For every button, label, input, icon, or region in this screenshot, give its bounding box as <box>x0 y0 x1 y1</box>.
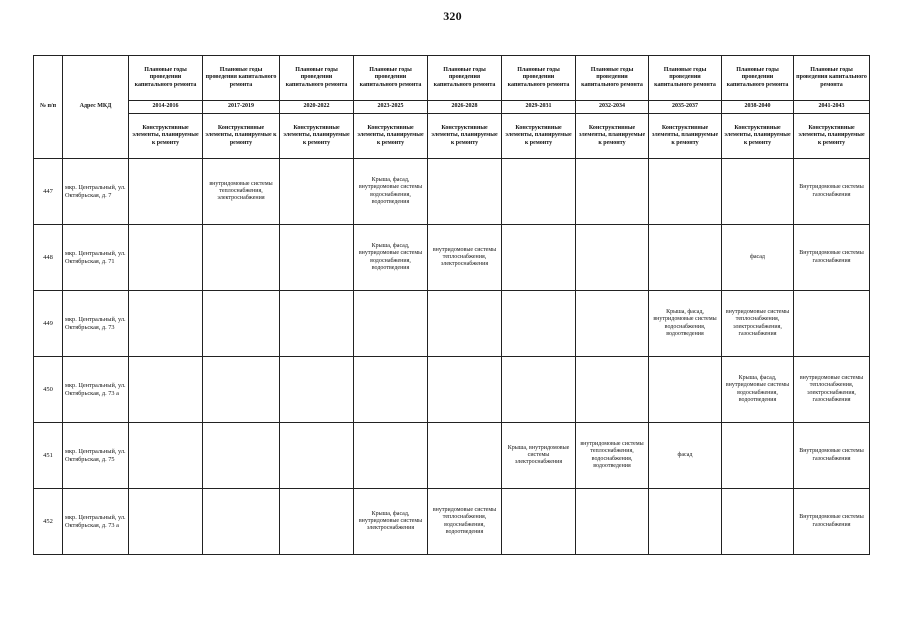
repair-elements-cell <box>576 291 649 357</box>
repair-elements-cell: Крыша, фасад, внутридомовые системы водоснабжения, водоотведения <box>649 291 722 357</box>
repair-elements-cell <box>649 225 722 291</box>
table-row <box>34 423 870 489</box>
plan-header: Плановые годы проведении капитального ремонта <box>649 56 722 101</box>
repair-elements-cell <box>794 291 870 357</box>
repair-elements-cell <box>280 225 354 291</box>
row-address: мкр. Центральный, ул. Октябрьская, д. 73 а <box>63 357 129 423</box>
plan-header: Плановые годы проведения капитального ремонта <box>794 56 870 101</box>
repair-elements-cell <box>502 357 576 423</box>
repair-elements-cell <box>649 159 722 225</box>
elements-header: Конструктивные элементы, планируемые к ремонту <box>576 114 649 159</box>
period-header: 2020-2022 <box>280 101 354 114</box>
repair-elements-cell <box>129 357 203 423</box>
table-row <box>34 489 870 555</box>
repair-elements-cell <box>576 159 649 225</box>
repair-elements-cell <box>354 423 428 489</box>
repair-elements-cell <box>502 489 576 555</box>
num-header: № п/п <box>34 56 63 159</box>
period-header: 2026-2028 <box>428 101 502 114</box>
repair-elements-cell <box>280 489 354 555</box>
repair-elements-cell: Крыша, фасад, внутридомовые системы электроснабжения <box>354 489 428 555</box>
repair-elements-cell <box>280 357 354 423</box>
repair-elements-cell <box>576 489 649 555</box>
table-row <box>34 291 870 357</box>
repair-elements-cell: внутридомовые системы теплоснабжения, электроснабжения <box>428 225 502 291</box>
row-address: мкр. Центральный, ул. Октябрьская, д. 7 <box>63 159 129 225</box>
plan-header: Плановые годы проведении капитального ремонта <box>354 56 428 101</box>
repair-elements-cell <box>354 357 428 423</box>
repair-elements-cell <box>129 291 203 357</box>
repair-elements-cell: Крыша, фасад, внутридомовые системы водоснабжения, водоотведения <box>354 225 428 291</box>
address-header: Адрес МКД <box>63 56 129 159</box>
elements-header: Конструктивные элементы, планируемые к ремонту <box>280 114 354 159</box>
row-number: 452 <box>34 489 63 555</box>
plan-header: Плановые годы проведении капитального ремонта <box>722 56 794 101</box>
row-address: мкр. Центральный, ул. Октябрьская, д. 73 <box>63 291 129 357</box>
plan-header: Плановые годы проведении капитального ремонта <box>280 56 354 101</box>
repair-elements-cell <box>129 489 203 555</box>
elements-header: Конструктивные элементы, планируемые к ремонту <box>129 114 203 159</box>
elements-header: Конструктивные элементы, планируемые к ремонту <box>722 114 794 159</box>
repair-elements-cell <box>649 489 722 555</box>
plan-header: Плановые годы проведения капитального ремонта <box>428 56 502 101</box>
row-address: мкр. Центральный, ул. Октябрьская, д. 75 <box>63 423 129 489</box>
repair-elements-cell: Внутридомовые системы газоснабжения <box>794 159 870 225</box>
repair-elements-cell <box>129 159 203 225</box>
row-number: 448 <box>34 225 63 291</box>
repair-elements-cell <box>428 423 502 489</box>
elements-header: Конструктивные элементы, планируемые к ремонту <box>794 114 870 159</box>
repair-elements-cell <box>280 291 354 357</box>
repair-elements-cell <box>129 225 203 291</box>
elements-header: Конструктивные элементы, планируемые к ремонту <box>428 114 502 159</box>
table-body <box>34 159 870 555</box>
period-header: 2017-2019 <box>203 101 280 114</box>
table-row <box>34 225 870 291</box>
repair-elements-cell: внутридомовые системы теплоснабжения, водоснабжения, водоотведения <box>428 489 502 555</box>
repair-elements-cell: внутридомовые системы теплоснабжения, электроснабжения, газоснабжения <box>722 291 794 357</box>
period-header: 2029-2031 <box>502 101 576 114</box>
repair-elements-cell <box>203 357 280 423</box>
repair-elements-cell <box>203 225 280 291</box>
row-number: 451 <box>34 423 63 489</box>
table-row <box>34 159 870 225</box>
repair-elements-cell <box>576 357 649 423</box>
repair-elements-cell <box>280 423 354 489</box>
period-header: 2032-2034 <box>576 101 649 114</box>
repair-elements-cell <box>280 159 354 225</box>
repair-elements-cell <box>576 225 649 291</box>
repair-elements-cell <box>203 489 280 555</box>
elements-header: Конструктивные элементы, планируемые к ремонту <box>354 114 428 159</box>
repair-elements-cell: внутридомовые системы теплоснабжения, водоснабжения, водоотведения <box>576 423 649 489</box>
row-number: 450 <box>34 357 63 423</box>
repair-elements-cell <box>354 291 428 357</box>
repair-elements-cell <box>722 489 794 555</box>
period-header: 2023-2025 <box>354 101 428 114</box>
repair-elements-cell: фасад <box>649 423 722 489</box>
repair-elements-cell <box>502 225 576 291</box>
repair-elements-cell: Крыша, фасад, внутридомовые системы водоснабжения, водоотведения <box>722 357 794 423</box>
period-header: 2014-2016 <box>129 101 203 114</box>
period-header: 2038-2040 <box>722 101 794 114</box>
repair-elements-cell <box>428 159 502 225</box>
plan-header: Плановые годы проведении капитального ремонта <box>129 56 203 101</box>
repair-elements-cell <box>428 357 502 423</box>
repair-elements-cell: внутридомовые системы теплоснабжения, электроснабжения, газоснабжения <box>794 357 870 423</box>
repair-elements-cell: Внутридомовые системы газоснабжения <box>794 489 870 555</box>
repair-elements-cell: Внутридомовые системы газоснабжения <box>794 423 870 489</box>
table-row <box>34 357 870 423</box>
row-address: мкр. Центральный, ул. Октябрьская, д. 73 а <box>63 489 129 555</box>
period-header: 2035-2037 <box>649 101 722 114</box>
repair-elements-cell: Внутридомовые системы газоснабжения <box>794 225 870 291</box>
repair-elements-cell <box>502 159 576 225</box>
capital-repair-table <box>33 55 870 555</box>
page-number: 320 <box>443 9 462 23</box>
repair-elements-cell <box>722 423 794 489</box>
repair-elements-cell <box>203 291 280 357</box>
repair-elements-cell <box>649 357 722 423</box>
elements-header: Конструктивные элементы, планируемые к ремонту <box>649 114 722 159</box>
plan-header: Плановые годы проведении капитального ремонта <box>576 56 649 101</box>
elements-header: Конструктивные элементы, планируемые к ремонту <box>203 114 280 159</box>
plan-header: Плановые годы проведения капитального ремонта <box>203 56 280 101</box>
period-header: 2041-2043 <box>794 101 870 114</box>
repair-elements-cell: Крыша, внутридомовые системы электроснабжения <box>502 423 576 489</box>
repair-elements-cell <box>203 423 280 489</box>
plan-header: Плановые годы проведении капитального ремонта <box>502 56 576 101</box>
repair-elements-cell <box>428 291 502 357</box>
elements-header: Конструктивные элементы, планируемые к ремонту <box>502 114 576 159</box>
row-number: 447 <box>34 159 63 225</box>
repair-elements-cell: Крыша, фасад, внутридомовые системы водоснабжения, водоотведения <box>354 159 428 225</box>
repair-elements-cell <box>722 159 794 225</box>
repair-elements-cell: фасад <box>722 225 794 291</box>
row-number: 449 <box>34 291 63 357</box>
row-address: мкр. Центральный, ул. Октябрьская, д. 71 <box>63 225 129 291</box>
repair-elements-cell <box>502 291 576 357</box>
repair-elements-cell: внутридомовые системы теплоснабжения, электроснабжения <box>203 159 280 225</box>
repair-elements-cell <box>129 423 203 489</box>
